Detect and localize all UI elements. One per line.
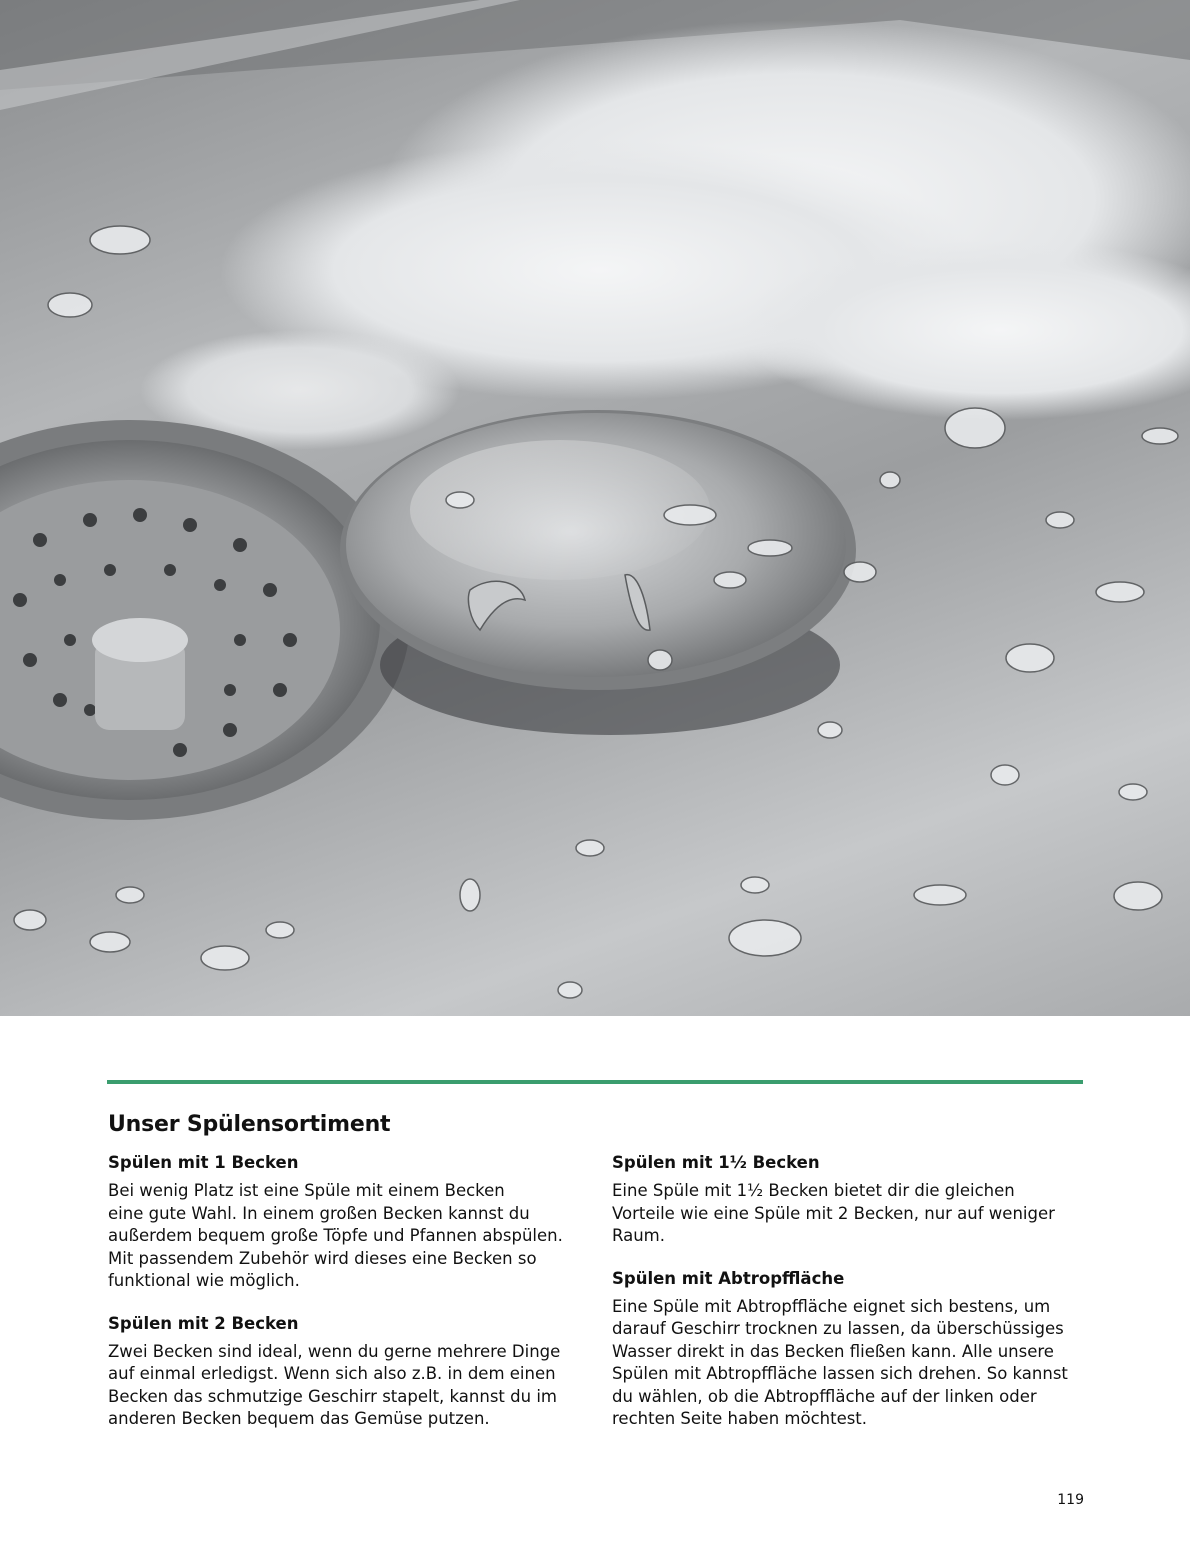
section-title: Spülen mit 1 Becken	[108, 1153, 299, 1172]
section-drainboard	[612, 1268, 1092, 1431]
section-text: Zwei Becken sind ideal, wenn du gerne mehrere Dinge auf einmal erledigst. Wenn sich also z.B. in dem einen Becken das schmutzige Geschirr stapelt, kannst du im anderen Becken bequem das Gemüse putzen.	[108, 1341, 561, 1428]
section-text: Bei wenig Platz ist eine Spüle mit einem Becken eine gute Wahl. In einem großen Becken kannst du außerdem bequem große Töpfe und Pfannen abspülen. Mit passendem Zubehör wird dieses eine Becken so funktional wie möglich.	[108, 1181, 563, 1290]
section-text: Eine Spüle mit 1½ Becken bietet dir die gleichen Vorteile wie eine Spüle mit 2 Becken, nur auf weniger Raum.	[612, 1181, 1055, 1245]
left-column	[108, 1152, 588, 1451]
section-title: Spülen mit 2 Becken	[108, 1313, 299, 1333]
section-title: Spülen mit Abtropffläche	[612, 1268, 845, 1288]
right-column	[612, 1152, 1092, 1451]
section-heading: Unser Spülensortiment	[108, 1112, 391, 1137]
section-title: Spülen mit 1½ Becken	[612, 1153, 820, 1172]
section-double-basin	[108, 1313, 588, 1431]
accent-rule	[107, 1080, 1083, 1084]
page-number: 119	[1057, 1492, 1084, 1508]
section-text: Eine Spüle mit Abtropffläche eignet sich bestens, um darauf Geschirr trocknen zu lassen, da überschüssiges Wasser direkt in das Becken fließen kann. Alle unsere Spülen mit Abtropffläche lassen sich drehen. So kannst du wählen, ob die Abtropffläche auf der linken oder rechten Seite haben möchtest.	[612, 1296, 1068, 1428]
section-one-and-half-basin	[612, 1152, 1092, 1248]
section-single-basin	[108, 1152, 588, 1293]
